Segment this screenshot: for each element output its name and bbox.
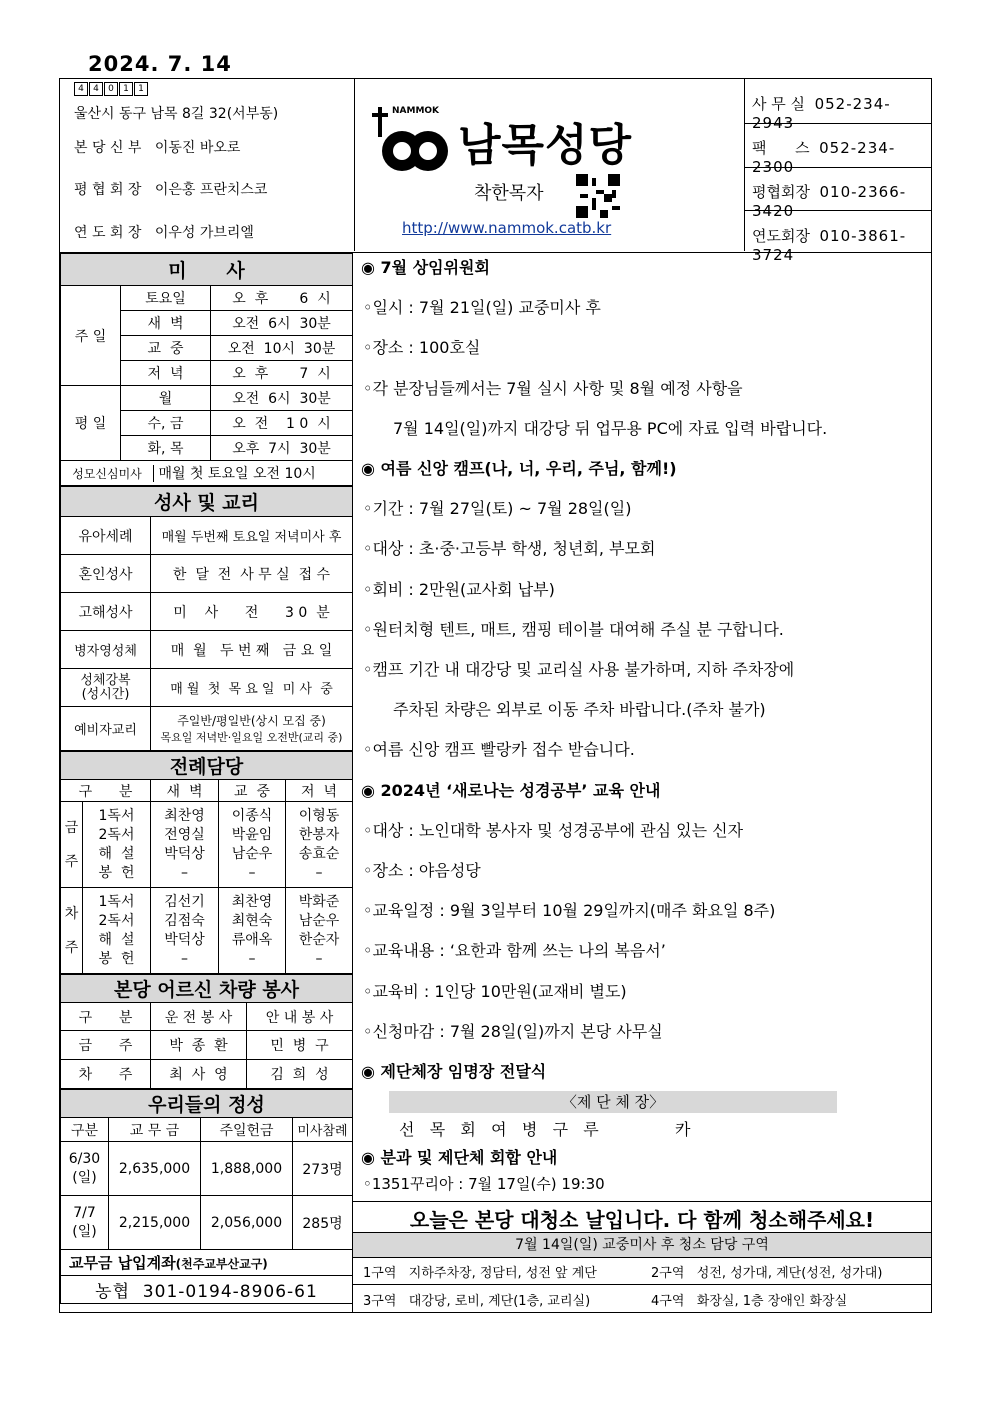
zone-item: 3구역 대강당, 로비, 계단(1층, 교리실) bbox=[363, 1294, 591, 1309]
altar-group-box: 〈제 단 체 장〉 bbox=[389, 1091, 837, 1113]
notice-item: ◦장소 : 야음성당 bbox=[363, 861, 481, 880]
notice-item: ◦기간 : 7월 27일(토) ~ 7월 28일(일) bbox=[363, 499, 632, 519]
sacraments-table: 성사 및 교리 유아세례 매월 두번째 토요일 저녁미사 후 혼인성사 한 달 전 사 무 실 접 수 고해성사 미 사 전 3 0 분 병자영성체 매 월 두 번 째 금 요 일 성체강복 (성시간) 매 월 첫 목 요 일 미 사 중 예비자교리 주일반/평일반(상시 모집 중) 목요일 저녁반·일요일 오전반(교리 중) bbox=[60, 486, 353, 751]
contact-row: 팩 스 052-234-2300 bbox=[752, 139, 896, 176]
website-link[interactable]: http://www.nammok.catb.kr bbox=[402, 219, 612, 237]
qr-code-icon bbox=[576, 174, 620, 218]
bulletin-date: 2024. 7. 14 bbox=[88, 52, 232, 76]
cleaning-subtitle: 7월 14일(일) 교중미사 후 청소 담당 구역 bbox=[353, 1232, 931, 1258]
notice-heading: ◉ 2024년 ‘새로나는 성경공부’ 교육 안내 bbox=[361, 780, 661, 800]
notice-item: ◦신청마감 : 7월 28일(일)까지 본당 사무실 bbox=[363, 1021, 663, 1041]
person-row: 평 협 회 장 이은홍 프란치스코 bbox=[74, 182, 268, 198]
notice-item: ◦대상 : 초·중·고등부 학생, 청년회, 부모회 bbox=[363, 539, 656, 559]
contact-row: 연도회장 010-3861-3724 bbox=[752, 227, 907, 264]
special-mass: 성모신심미사 매월 첫 토요일 오전 10시 bbox=[61, 461, 353, 486]
notice-item: ◦대상 : 노인대학 봉사자 및 성경공부에 관심 있는 신자 bbox=[363, 820, 744, 840]
cleaning-box bbox=[353, 1201, 932, 1313]
left-column bbox=[59, 253, 353, 1313]
notice-heading: ◉ 제단체장 임명장 전달식 bbox=[361, 1062, 547, 1081]
liturgy-table: 전례담당 구 분 새 벽 교 중 저 녁 금 주 1독서 2독서 해 설 봉 헌 최찬영 전영실 박덕상 – 이종식 박윤임 남순우 – 이형동 한봉자 송효순 – 차 주 1독서 2독서 해 설 봉 헌 김선기 김점숙 박덕상 – 최찬영 최현숙 류애옥 – 박화준 남순우 한순자 – bbox=[60, 751, 353, 974]
offering-title: 우리들의 정성 bbox=[61, 1090, 353, 1118]
notice-item: ◦장소 : 100호실 bbox=[363, 338, 481, 358]
svg-text:NAMMOK: NAMMOK bbox=[392, 106, 440, 116]
notice-item: ◦캠프 기간 내 대강당 및 교리실 사용 불가하며, 지하 주차장에 bbox=[363, 660, 795, 679]
zip-digit: 1 bbox=[119, 82, 133, 96]
meeting-heading: ◉ 분과 및 제단체 회합 안내 bbox=[361, 1148, 558, 1167]
church-logo-icon bbox=[372, 99, 452, 175]
zip-digit: 4 bbox=[74, 82, 88, 96]
sunday-label: 주 일 bbox=[61, 286, 121, 386]
notice-item: ◦교육내용 : ‘요한과 함께 쓰는 나의 복음서’ bbox=[363, 941, 666, 961]
subtitle: 착한목자 bbox=[474, 183, 544, 204]
notices-column bbox=[353, 253, 932, 1201]
mass-title: 미 사 bbox=[61, 254, 353, 286]
notice-heading: ◉ 여름 신앙 캠프(나, 너, 우리, 주님, 함께!) bbox=[361, 459, 677, 478]
notice-item: ◦교육일정 : 9월 3일부터 10월 29일까지(매주 화요일 8주) bbox=[363, 901, 776, 921]
liturgy-title: 전례담당 bbox=[61, 752, 353, 780]
zip-digit: 1 bbox=[134, 82, 148, 96]
contact-row: 사 무 실 052-234-2943 bbox=[752, 95, 891, 132]
contacts bbox=[744, 79, 931, 264]
zone-item: 1구역 지하주차장, 정담터, 성전 앞 계단 bbox=[363, 1266, 597, 1281]
vehicle-table: 본당 어르신 차량 봉사 구 분 운 전 봉 사 안 내 봉 사 금 주 박 종 환 민 병 구 차 주 최 사 영 김 희 성 bbox=[60, 974, 353, 1089]
meeting-item: ◦1351꾸리아 : 7월 17일(수) 19:30 bbox=[363, 1175, 605, 1193]
address: 울산시 동구 남목 8길 32(서부동) bbox=[74, 106, 279, 122]
account-label: 교무금 납입계좌(천주교부산교구) bbox=[61, 1250, 353, 1276]
church-name: 남목성당 bbox=[458, 120, 633, 171]
notice-item: ◦원터치형 텐트, 매트, 캠핑 테이블 대여해 주실 분 구합니다. bbox=[363, 619, 784, 639]
weekday-label: 평 일 bbox=[61, 386, 121, 461]
notice-item: ◦각 분장님들께서는 7월 실시 사항 및 8월 예정 사항을 bbox=[363, 378, 743, 398]
altar-groups: 선 목 회 여 병 구 루 카 bbox=[399, 1120, 691, 1139]
zone-item: 4구역 화장실, 1층 장애인 화장실 bbox=[651, 1294, 848, 1309]
notice-item: 주차된 차량은 외부로 이동 주차 바랍니다.(주차 불가) bbox=[393, 700, 766, 720]
contact-row: 평협회장 010-2366-3420 bbox=[752, 183, 907, 220]
zone-item: 2구역 성전, 성가대, 계단(성전, 성가대) bbox=[651, 1266, 883, 1281]
mass-table: 미 사 주 일 토요일 오 후 6 시 새 벽 오전 6시 30분 교 중 오전 10시 30분 저 녁 오 후 7 시 평 일 월 오전 6시 30분 수, 금 오 전 1 0 시 화, 목 오후 7시 30분 성모신심미사 매월 첫 토요일 오전 10시 bbox=[60, 253, 353, 486]
person-row: 연 도 회 장 이우성 가브리엘 bbox=[74, 225, 254, 241]
zip-code bbox=[74, 82, 148, 96]
notice-item: 7월 14일(일)까지 대강당 뒤 업무용 PC에 자료 입력 바랍니다. bbox=[393, 418, 828, 438]
notice-item: ◦교육비 : 1인당 10만원(교재비 별도) bbox=[363, 981, 627, 1001]
offering-table: 우리들의 정성 구분 교 무 금 주일헌금 미사참례 6/30 (일) 2,635,000 1,888,000 273명 7/7 (일) 2,215,000 2,056,000 285명 교무금 납입계좌(천주교부산교구) 농협 301-0194-8906-61 bbox=[60, 1089, 353, 1304]
header-box bbox=[59, 78, 932, 264]
notice-item: ◦일시 : 7월 21일(일) 교중미사 후 bbox=[363, 298, 601, 318]
notice-heading: ◉ 7월 상임위원회 bbox=[361, 258, 490, 277]
sacraments-title: 성사 및 교리 bbox=[61, 487, 353, 517]
account-number: 농협 301-0194-8906-61 bbox=[61, 1276, 353, 1304]
zip-digit: 0 bbox=[104, 82, 118, 96]
zip-digit: 4 bbox=[89, 82, 103, 96]
person-row: 본 당 신 부 이동진 바오로 bbox=[74, 140, 241, 156]
notice-item: ◦회비 : 2만원(교사회 납부) bbox=[363, 579, 555, 599]
cleaning-title: 오늘은 본당 대청소 날입니다. 다 함께 청소해주세요! bbox=[409, 1208, 875, 1232]
header-info bbox=[60, 79, 355, 251]
notice-item: ◦여름 신앙 캠프 빨랑카 접수 받습니다. bbox=[363, 740, 635, 760]
logo-area bbox=[354, 79, 745, 251]
vehicle-title: 본당 어르신 차량 봉사 bbox=[61, 975, 353, 1003]
